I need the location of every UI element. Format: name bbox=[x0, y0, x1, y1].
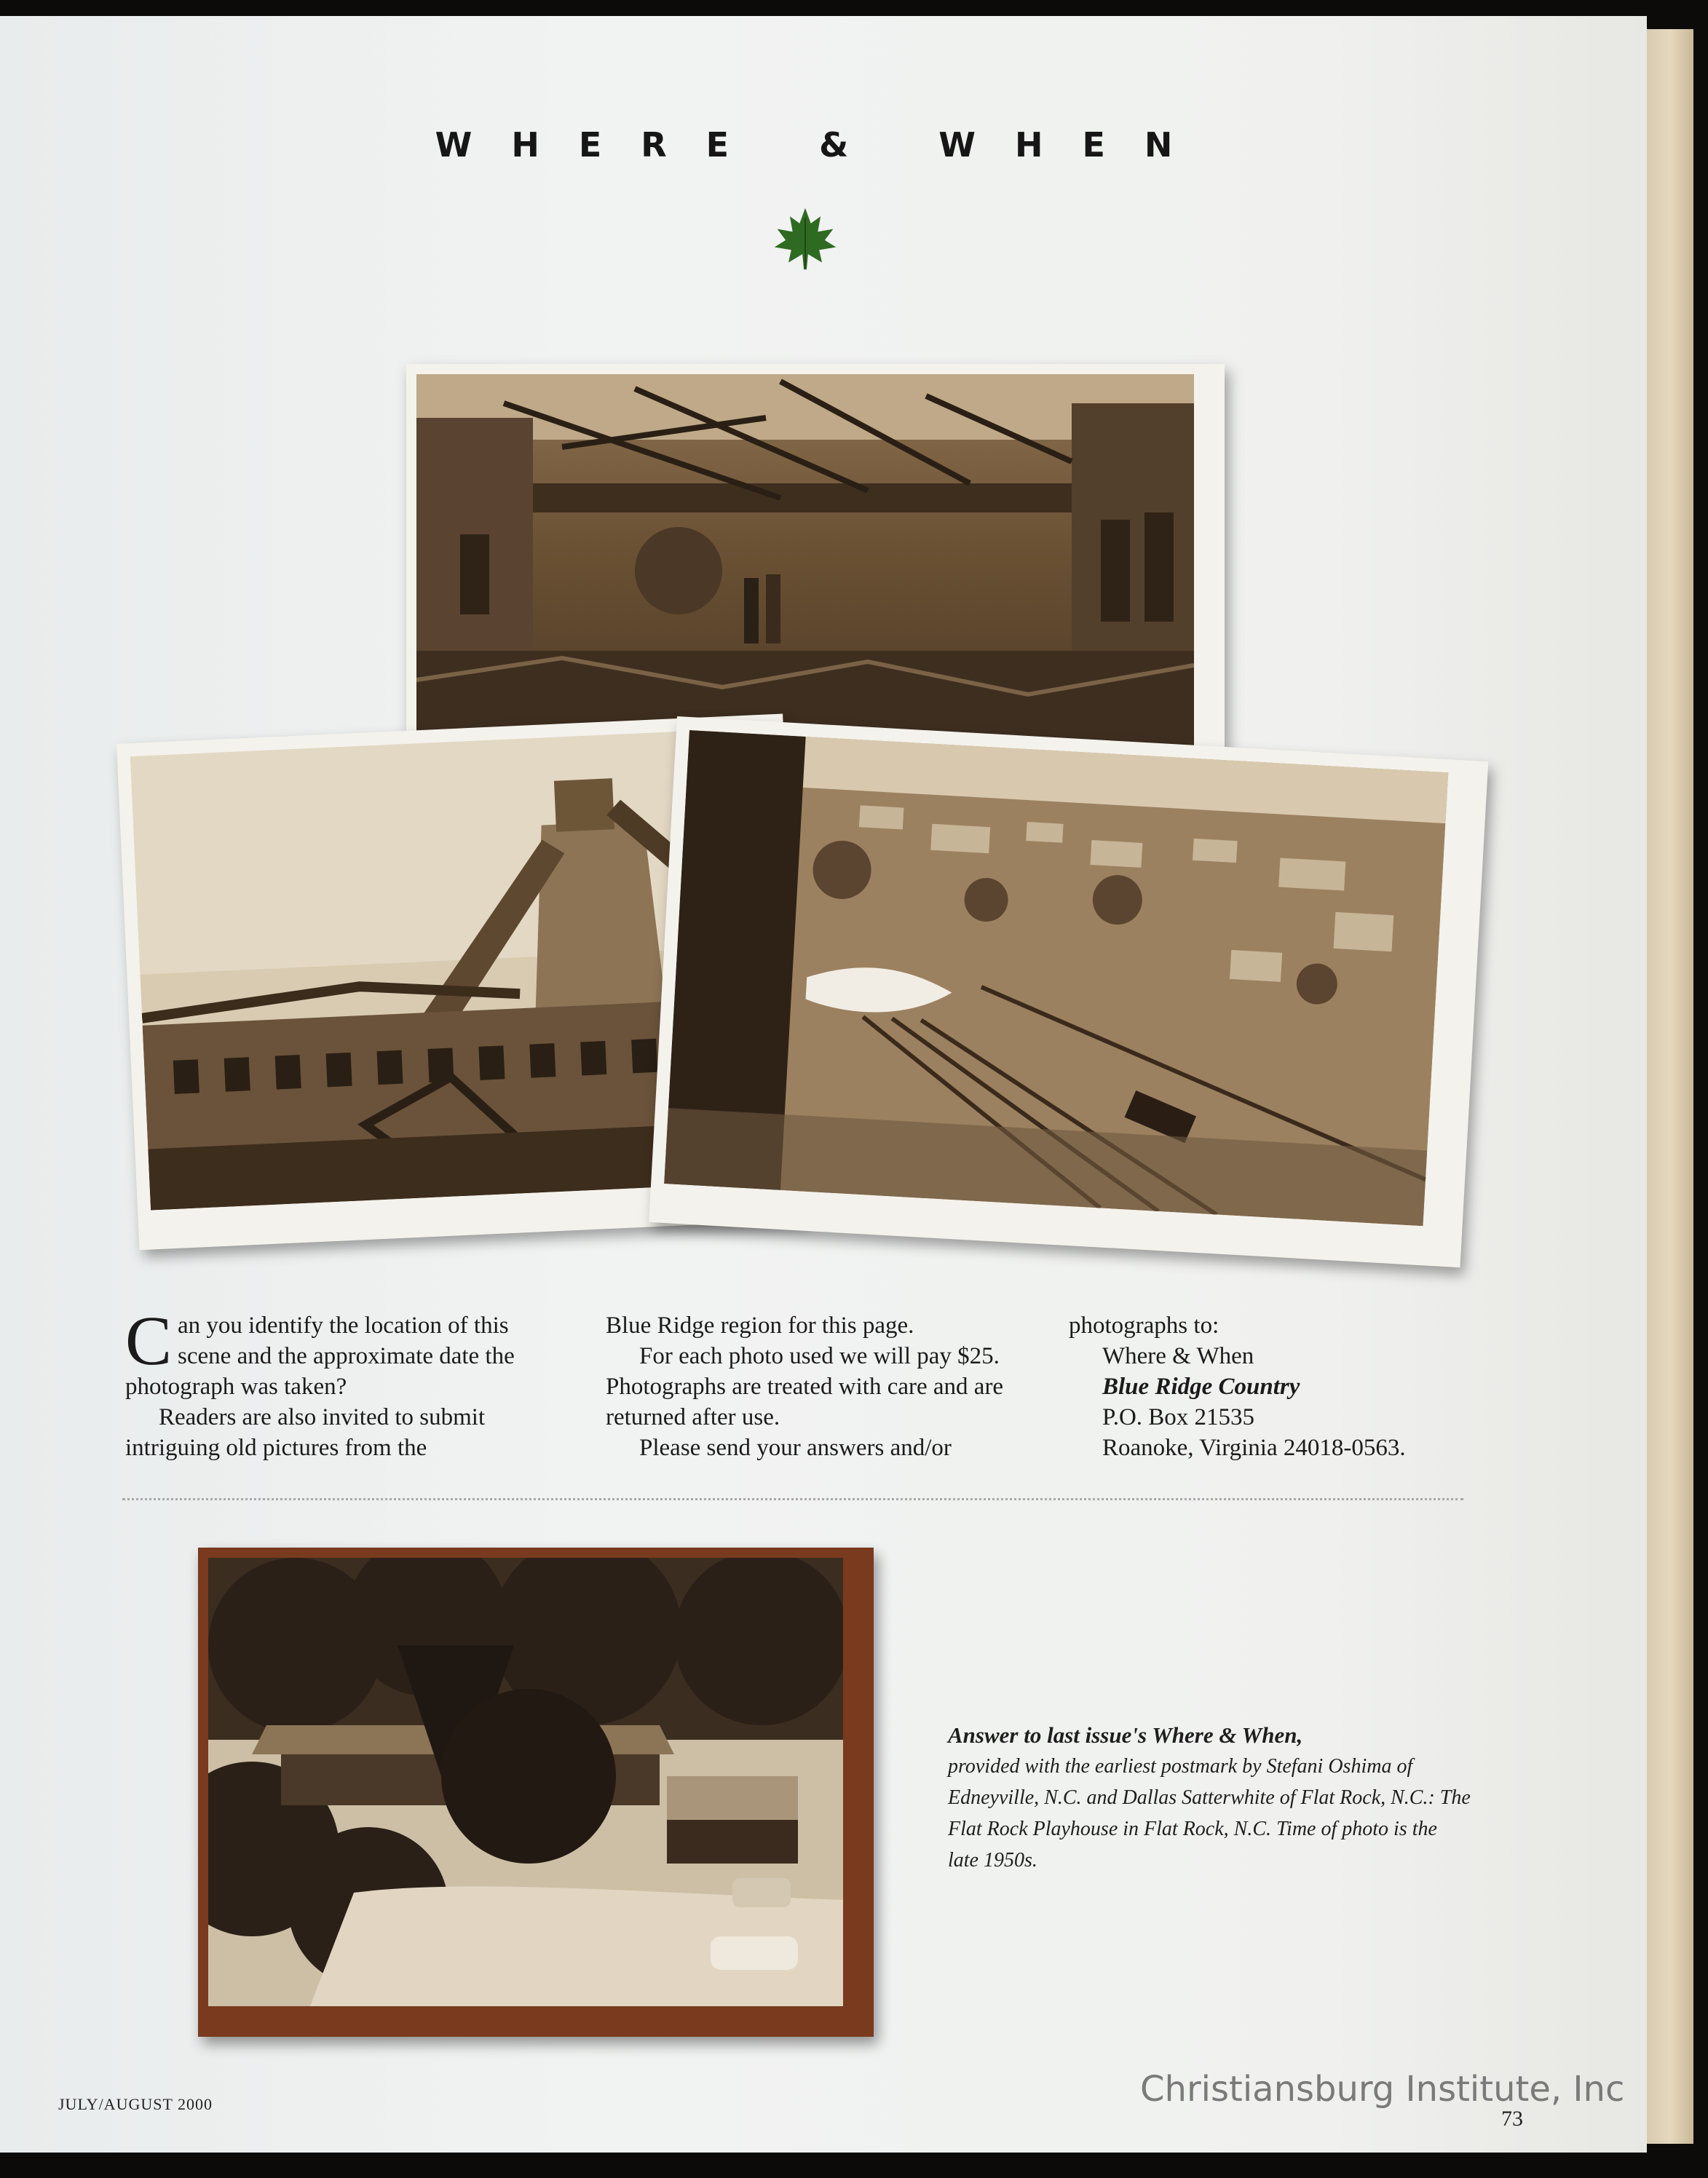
dotted-divider bbox=[122, 1498, 1463, 1500]
article-photographs-to: photographs to: bbox=[1069, 1312, 1219, 1339]
article-column-3 bbox=[1069, 1310, 1506, 1463]
address-magazine: Blue Ridge Country bbox=[1102, 1374, 1300, 1400]
watermark: Christiansburg Institute, Inc bbox=[1140, 2069, 1625, 2110]
article-intro: an you identify the location of this scene and the approximate date the photograph was taken? bbox=[125, 1312, 515, 1400]
address-line-1: Where & When bbox=[1102, 1343, 1254, 1369]
photo-flat-rock-playhouse bbox=[198, 1548, 874, 2037]
answer-lead: Answer to last issue's Where & When, bbox=[948, 1722, 1303, 1748]
drop-cap: C bbox=[125, 1302, 173, 1379]
page-number: 73 bbox=[1501, 2107, 1523, 2131]
factory-interior-image bbox=[416, 374, 1194, 761]
town-railyard-image bbox=[664, 730, 1448, 1226]
page-title: WHERE & WHEN bbox=[435, 125, 1212, 165]
address-po-box: P.O. Box 21535 bbox=[1102, 1404, 1255, 1430]
article-column-2 bbox=[606, 1310, 1013, 1463]
issue-date: JULY/AUGUST 2000 bbox=[58, 2095, 213, 2113]
top-shadow bbox=[0, 0, 1708, 16]
photo-town-railyard bbox=[649, 716, 1488, 1267]
maple-leaf-icon bbox=[770, 204, 840, 274]
article-send: Please send your answers and/or bbox=[639, 1435, 952, 1461]
article-invite: Readers are also invited to submit intriguing old pictures from the bbox=[125, 1404, 486, 1461]
page-edge bbox=[1647, 29, 1693, 2144]
article-payment: For each photo used we will pay $25. Photographs are treated with care and are returned after use. bbox=[606, 1343, 1004, 1430]
answer-caption bbox=[948, 1719, 1472, 1876]
magazine-page bbox=[0, 16, 1647, 2153]
address-city: Roanoke, Virginia 24018-0563. bbox=[1102, 1435, 1406, 1461]
playhouse-image bbox=[208, 1558, 843, 2006]
answer-body: provided with the earliest postmark by Stefani Oshima of Edneyville, N.C. and Dallas Satterwhite of Flat Rock, N.C.: The Flat Rock Playhouse in Flat Rock, N.C. Time of photo is the late 1950s. bbox=[948, 1755, 1471, 1872]
article-region: Blue Ridge region for this page. bbox=[606, 1312, 914, 1339]
article-column-1 bbox=[125, 1302, 562, 1463]
